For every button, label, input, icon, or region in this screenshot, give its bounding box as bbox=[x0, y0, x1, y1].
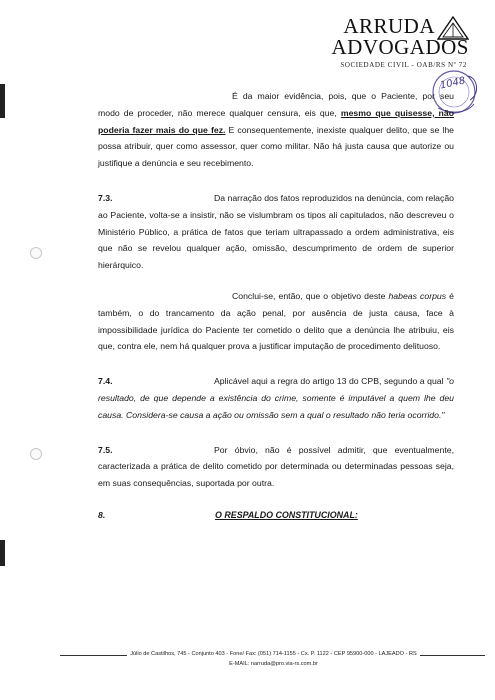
paragraph-text: É da maior evidência, pois, que o Paciente, por seu modo de proceder, não merece qualquer censura, eis que, bbox=[98, 91, 454, 118]
firm-name-line1: ARRUDA bbox=[343, 14, 435, 38]
footer-email: E-MAIL: narruda@pro.via-rs.com.br bbox=[229, 661, 318, 667]
paragraph-text: é também, o do trancamento da ação penal, por ausência de justa causa, face à impossibilidade jurídica do Paciente ter cometido o delito que a denúncia lhe atribuiu, eis que, contra ele, nem há qualquer prova a justificar imputação de procedimento delituoso. bbox=[98, 290, 454, 352]
italic-term: habeas corpus bbox=[388, 290, 447, 301]
margin-mark bbox=[0, 84, 5, 118]
legal-quote: "o resultado, de que depende a existência do crime, somente é imputável a quem lhe deu causa. Considera-se causa a ação ou omissão sem a qual o resultado não teria ocorrido." bbox=[98, 376, 454, 420]
section-text: Por óbvio, não é possível admitir, que eventualmente, caracterizada a prática de delito cometido por determinada ou determinadas pessoas seja, em suas consequências, suportada por outra. bbox=[98, 444, 454, 489]
punch-hole bbox=[30, 247, 42, 259]
paragraph-conclusion bbox=[98, 288, 454, 355]
document-body bbox=[98, 88, 454, 527]
section-7-3 bbox=[98, 190, 454, 274]
margin-mark bbox=[0, 540, 5, 566]
footer-address-text: Júlio de Castilhos, 745 - Conjunto 403 - Fone/ Fax: (051) 714-1155 - Cx. P. 1122 - CEP 95900-000 - LAJEADO - RS bbox=[127, 651, 420, 657]
paragraph-text: Aplicável aqui a regra do artigo 13 do CPB, segundo a qual bbox=[214, 376, 447, 387]
stamp-number: 1048 bbox=[439, 75, 467, 92]
section-7-4 bbox=[98, 373, 454, 423]
section-number: 7.4. bbox=[98, 376, 113, 387]
section-number: 7.5. bbox=[98, 444, 113, 455]
firm-subtitle: SOCIEDADE CIVIL - OAB/RS Nº 72 bbox=[340, 61, 467, 69]
footer-address bbox=[62, 651, 485, 657]
section-text: Da narração dos fatos reproduzidos na denúncia, com relação ao Paciente, volta-se a insistir, não se vislumbram os tipos ali capitulados, não descreveu o Ministério Público, a prática de fatos que teriam ultrapassado a ordem administrativa, eis que não se revelou qualquer ação, omissão, descumprimento de ordem de superior hierárquico. bbox=[98, 192, 455, 271]
firm-name-line2: ADVOGADOS bbox=[331, 35, 469, 59]
section-text bbox=[98, 373, 454, 423]
section-7-5 bbox=[98, 442, 454, 492]
paragraph-text: E consequentemente, inexiste qualquer delito, que se lhe possa atribuir, quer como assessor, quer como militar. Não há justa causa que autorize ou justifique a denúncia e seu recebimento. bbox=[98, 124, 454, 169]
section-title: O RESPALDO CONSTITUCIONAL: bbox=[215, 509, 358, 520]
paragraph-text: Conclui-se, então, que o objetivo deste bbox=[232, 290, 389, 301]
paragraph-evidence bbox=[98, 88, 454, 172]
punch-hole bbox=[30, 448, 42, 460]
section-8-heading bbox=[98, 510, 454, 527]
section-number: 8. bbox=[98, 509, 106, 520]
section-number: 7.3. bbox=[98, 192, 113, 203]
emphasis-text: mesmo que quisesse, não poderia fazer mais do que fez. bbox=[98, 107, 454, 135]
